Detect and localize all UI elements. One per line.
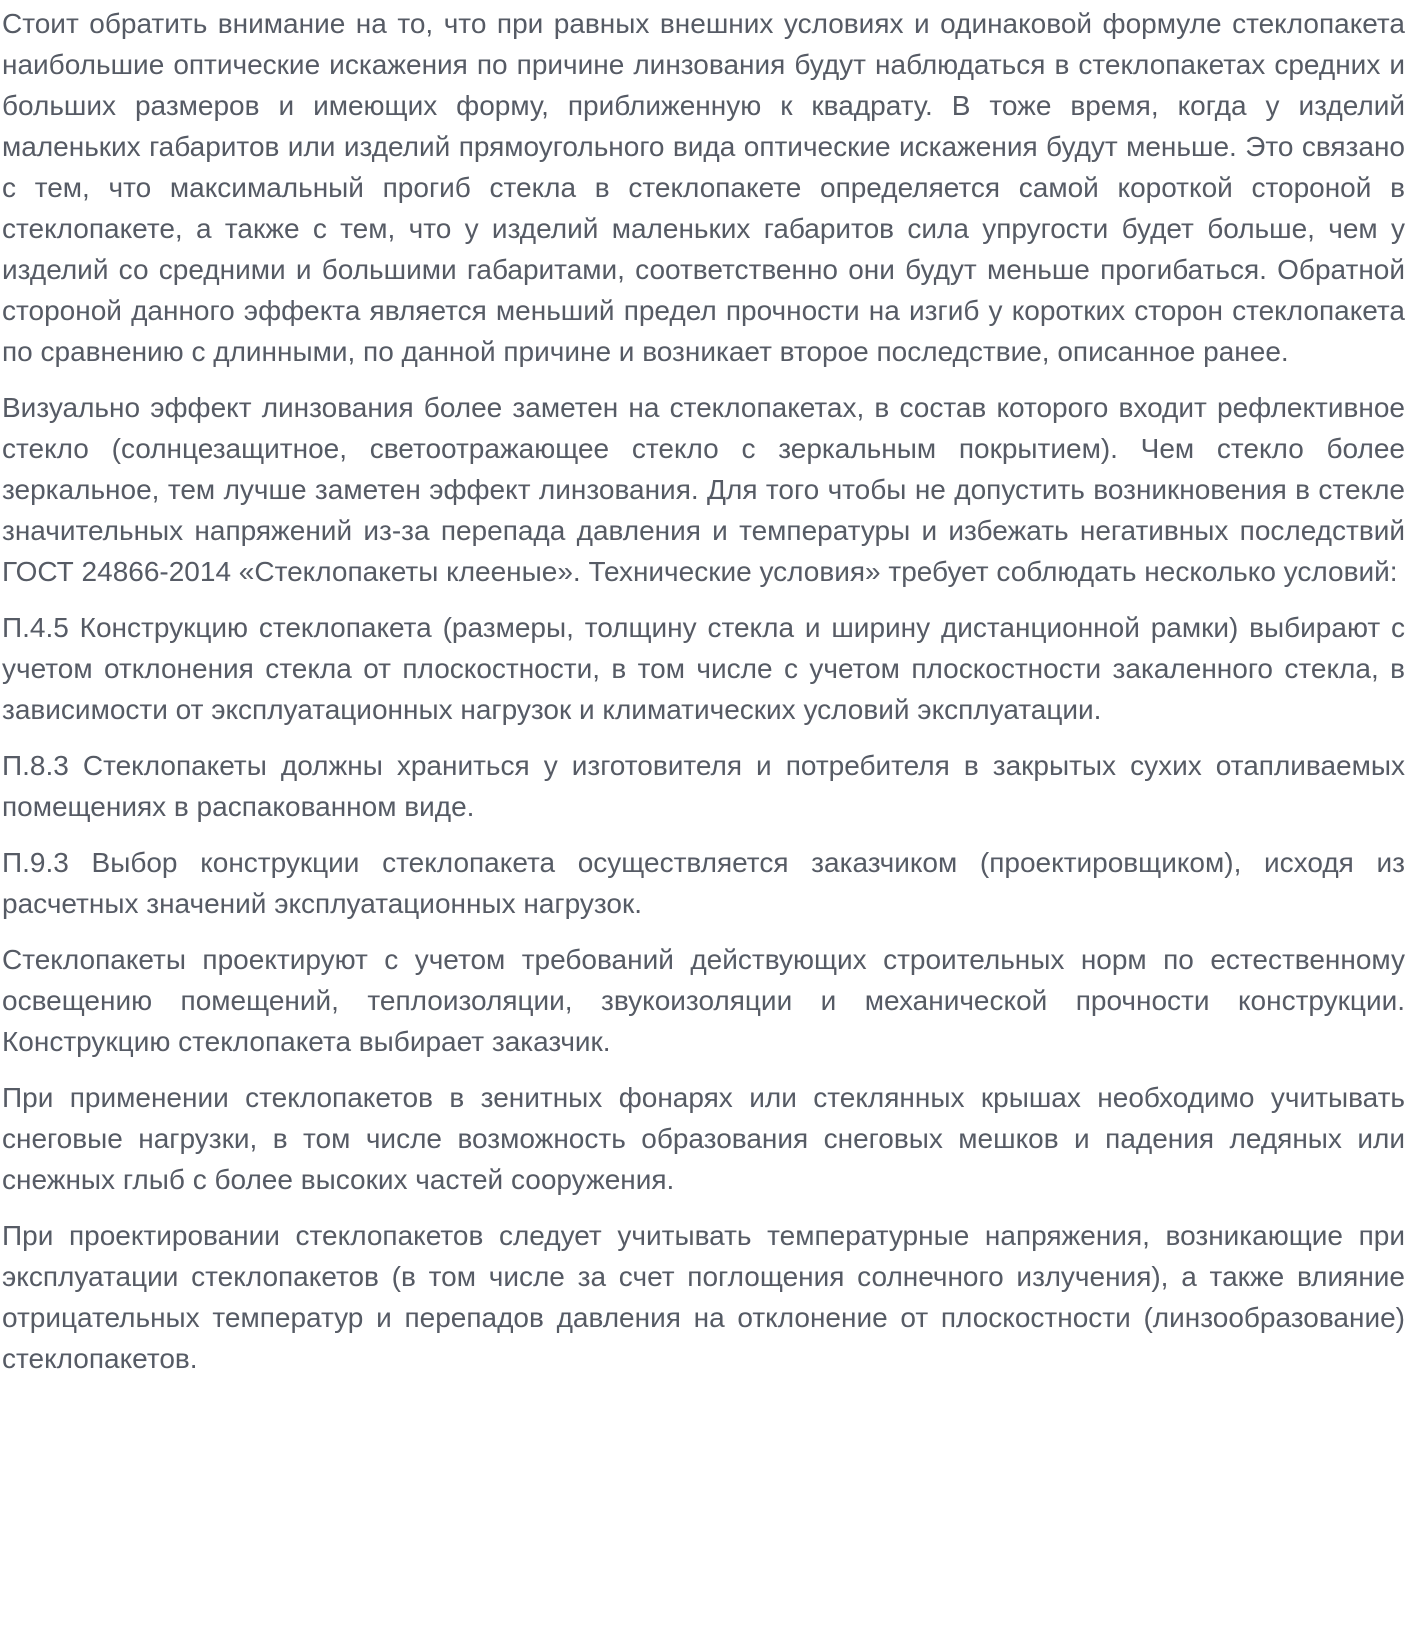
paragraph-design-norms: Стеклопакеты проектируют с учетом требований действующих строительных норм по естественному освещению помещений, теплоизоляции, звукоизоляции и механической прочности конструкции. Конструкцию стеклопакета выбирает заказчик. [2, 944, 1405, 1057]
paragraph-lensing-distortion: Стоит обратить внимание на то, что при равных внешних условиях и одинаковой формуле стеклопакета наибольшие оптические искажения по причине линзования будут наблюдаться в стеклопакетах средних и больших размеров и имеющих форму, приближенную к квадрату. В тоже время, когда у изделий маленьких габаритов или изделий прямоугольного вида оптические искажения будут меньше. Это связано с тем, что максимальный прогиб стекла в стеклопакете определяется самой короткой стороной в стеклопакете, а также с тем, что у изделий маленьких габаритов сила упругости будет больше, чем у изделий со средними и большими габаритами, соответственно они будут меньше прогибаться. Обратной стороной данного эффекта является меньший предел прочности на изгиб у коротких сторон стеклопакета по сравнению с длинными, по данной причине и возникает второе последствие, описанное ранее. [2, 8, 1405, 367]
paragraph-temperature-stresses: При проектировании стеклопакетов следует учитывать температурные напряжения, возникающие при эксплуатации стеклопакетов (в том числе за счет поглощения солнечного излучения), а также влияние отрицательных температур и перепадов давления на отклонение от плоскостности (линзообразование) стеклопакетов. [2, 1220, 1405, 1374]
paragraph-reflective-glass-gost: Визуально эффект линзования более заметен на стеклопакетах, в состав которого входит рефлективное стекло (солнцезащитное, светоотражающее стекло с зеркальным покрытием). Чем стекло более зеркальное, тем лучше заметен эффект линзования. Для того чтобы не допустить возникновения в стекле значительных напряжений из-за перепада давления и температуры и избежать негативных последствий ГОСТ 24866-2014 «Стеклопакеты клееные». Технические условия» требует соблюдать несколько условий: [2, 392, 1405, 587]
paragraph-snow-loads: При применении стеклопакетов в зенитных фонарях или стеклянных крышах необходимо учитывать снеговые нагрузки, в том числе возможность образования снеговых мешков и падения ледяных или снежных глыб с более высоких частей сооружения. [2, 1082, 1405, 1195]
paragraph-clause-8-3: П.8.3 Стеклопакеты должны храниться у изготовителя и потребителя в закрытых сухих отапливаемых помещениях в распакованном виде. [2, 750, 1405, 822]
paragraph-clause-9-3: П.9.3 Выбор конструкции стеклопакета осуществляется заказчиком (проектировщиком), исходя из расчетных значений эксплуатационных нагрузок. [2, 847, 1405, 919]
paragraph-clause-4-5: П.4.5 Конструкцию стеклопакета (размеры, толщину стекла и ширину дистанционной рамки) выбирают с учетом отклонения стекла от плоскостности, в том числе с учетом плоскостности закаленного стекла, в зависимости от эксплуатационных нагрузок и климатических условий эксплуатации. [2, 612, 1405, 725]
